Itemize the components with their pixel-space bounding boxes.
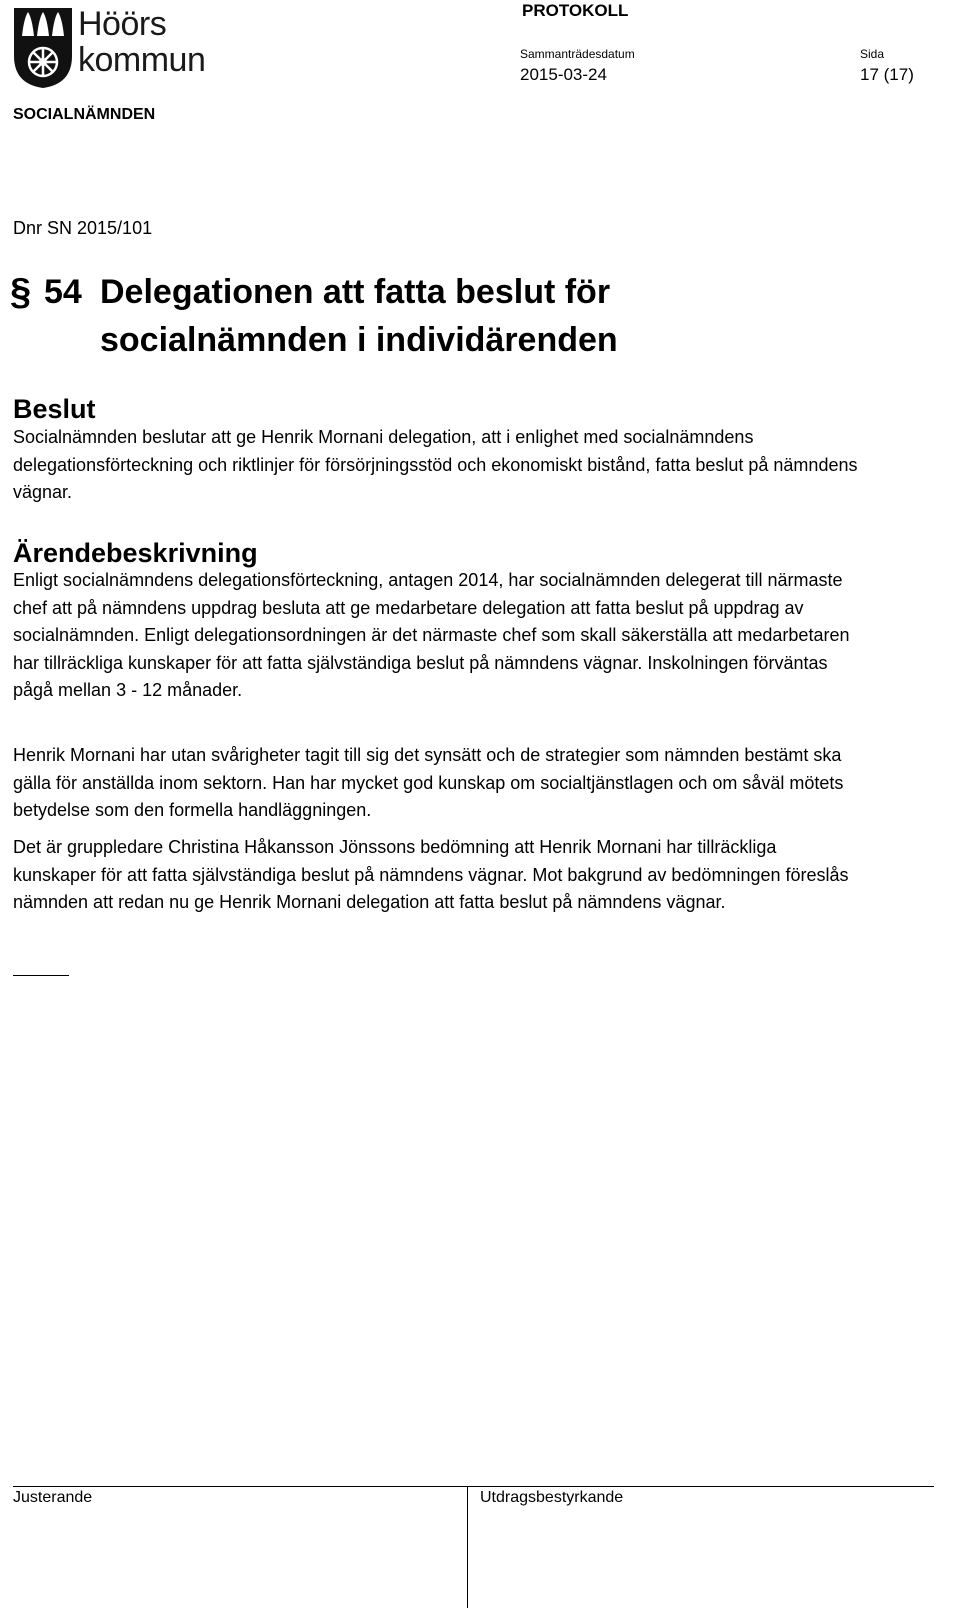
case-paragraph: Det är gruppledare Christina Håkansson Jönssons bedömning att Henrik Mornani har tillräckliga kunskaper för att fatta självständiga beslut på nämndens vägnar. Mot bakgrund av bedömningen föreslås nämnden att redan nu ge Henrik Mornani delegation att fatta beslut på nämndens vägnar. [13,837,849,912]
section-title: Delegationen att fatta beslut för socialnämnden i individärenden [100,273,618,359]
paragraph-symbol: § [10,271,32,313]
page-label: Sida [860,47,885,61]
extract-certification-label: Utdragsbestyrkande [480,1489,624,1506]
adjuster-label: Justerande [13,1489,93,1506]
page-number: 17 (17) [860,65,914,84]
logo-wordmark-line: Höörs [78,5,167,43]
decision-heading: Beslut [13,394,96,424]
case-paragraph: Enligt socialnämndens delegationsförteckning, antagen 2014, har socialnämnden delegerat till närmaste chef att på nämndens uppdrag besluta att ge medarbetare delegation att fatta beslut på uppdrag av socialnämnden. Enligt delegationsordningen är det närmaste chef som skall säkerställa att medarbetaren har tillräckliga kunskaper för att fatta självständiga beslut på nämndens vägnar. Inskolningen förväntas pågå mellan 3 - 12 månader. [13,570,850,700]
municipality-logo [12,6,212,90]
section-number: 54 [44,273,82,311]
meeting-date-label: Sammanträdesdatum [520,47,635,61]
case-number: Dnr SN 2015/101 [13,218,153,238]
end-rule [13,975,69,976]
case-description-heading: Ärendebeskrivning [13,538,258,568]
footer-divider-horizontal [13,1486,934,1487]
meeting-date: 2015-03-24 [520,65,607,84]
case-paragraph: Henrik Mornani har utan svårigheter tagit till sig det synsätt och de strategier som nämnden bestämt ska gälla för anställda inom sektorn. Han har mycket god kunskap om socialtjänstlagen och om såväl mötets betydelse som den formella handläggningen. [13,745,844,820]
coat-of-arms-icon [12,6,74,90]
document-type: PROTOKOLL [522,1,629,20]
logo-wordmark [78,6,205,78]
decision-text: Socialnämnden beslutar att ge Henrik Mornani delegation, att i enlighet med socialnämndens delegationsförteckning och riktlinjer för försörjningsstöd och ekonomiskt bistånd, fatta beslut på nämndens vägnar. [13,427,858,502]
footer-divider-vertical [467,1486,468,1608]
logo-wordmark-line: kommun [78,41,206,79]
committee-name: SOCIALNÄMNDEN [13,106,156,123]
